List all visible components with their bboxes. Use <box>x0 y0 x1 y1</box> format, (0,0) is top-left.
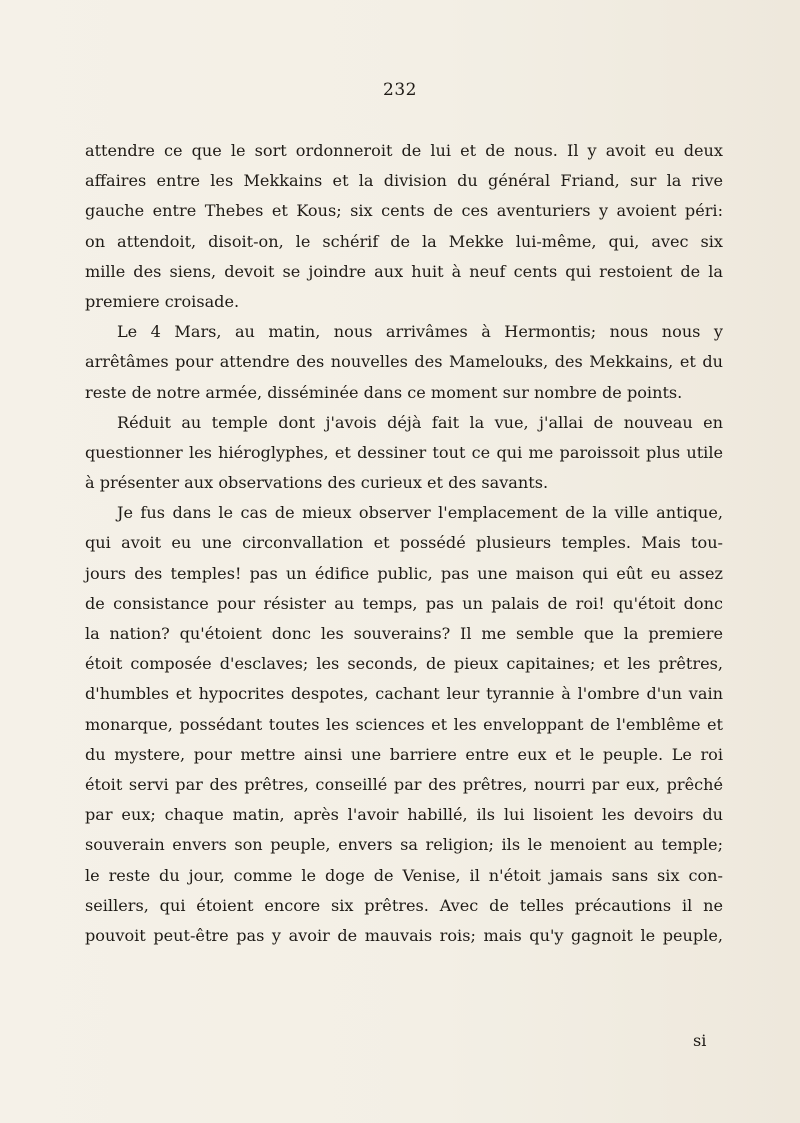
catchword: si <box>693 1031 707 1050</box>
text-line: de consistance pour résister au temps, pas un palais de roi! qu'étoit donc <box>85 593 723 613</box>
text-line: reste de notre armée, disséminée dans ce moment sur nombre de points. <box>85 382 683 402</box>
page-number: 232 <box>383 80 417 100</box>
text-line: affaires entre les Mekkains et la division du général Friand, sur la rive <box>85 171 723 191</box>
text-line: Réduit au temple dont j'avois déjà fait la vue, j'allai de nouveau en <box>117 412 723 432</box>
text-line: mille des siens, devoit se joindre aux huit à neuf cents qui restoient de la <box>85 261 723 281</box>
text-line: à présenter aux observations des curieux et des savants. <box>85 473 549 493</box>
text-line: d'humbles et hypocrites despotes, cachant leur tyrannie à l'ombre d'un vain <box>85 684 723 704</box>
text-line: souverain envers son peuple, envers sa religion; ils le menoient au temple; <box>85 835 723 855</box>
text-line: pouvoit peut-être pas y avoir de mauvais rois; mais qu'y gagnoit le peuple, <box>85 925 723 945</box>
text-line: étoit servi par des prêtres, conseillé par des prêtres, nourri par eux, prêché <box>85 774 723 794</box>
text-line: seillers, qui étoient encore six prêtres. Avec de telles précautions il ne <box>85 895 723 915</box>
text-line: attendre ce que le sort ordonneroit de lui et de nous. Il y avoit eu deux <box>85 141 723 160</box>
text-line: le reste du jour, comme le doge de Venise, il n'étoit jamais sans six con- <box>85 865 723 885</box>
text-line: la nation? qu'étoient donc les souverains? Il me semble que la premiere <box>85 624 723 643</box>
text-line: par eux; chaque matin, après l'avoir habillé, ils lui lisoient les devoirs du <box>85 805 723 825</box>
text-line: Le 4 Mars, au matin, nous arrivâmes à Hermontis; nous nous y <box>117 322 723 342</box>
body-text <box>85 136 723 951</box>
text-line: jours des temples! pas un édifice public, pas une maison qui eût eu assez <box>85 563 723 583</box>
text-line: premiere croisade. <box>85 291 240 311</box>
text-line: questionner les hiéroglyphes, et dessiner tout ce qui me paroissoit plus utile <box>85 442 723 462</box>
text-line: arrêtâmes pour attendre des nouvelles des Mamelouks, des Mekkains, et du <box>85 352 723 372</box>
text-line: Je fus dans le cas de mieux observer l'emplacement de la ville antique, <box>117 503 723 523</box>
text-line: gauche entre Thebes et Kous; six cents de ces aventuriers y avoient péri: <box>85 201 723 221</box>
text-line: on attendoit, disoit-on, le schérif de la Mekke lui-même, qui, avec six <box>85 231 723 251</box>
text-line: du mystere, pour mettre ainsi une barriere entre eux et le peuple. Le roi <box>85 744 723 764</box>
text-line: qui avoit eu une circonvallation et possédé plusieurs temples. Mais tou- <box>85 533 723 553</box>
text-line: étoit composée d'esclaves; les seconds, de pieux capitaines; et les prêtres, <box>85 654 723 674</box>
text-line: monarque, possédant toutes les sciences et les enveloppant de l'emblême et <box>85 714 723 734</box>
